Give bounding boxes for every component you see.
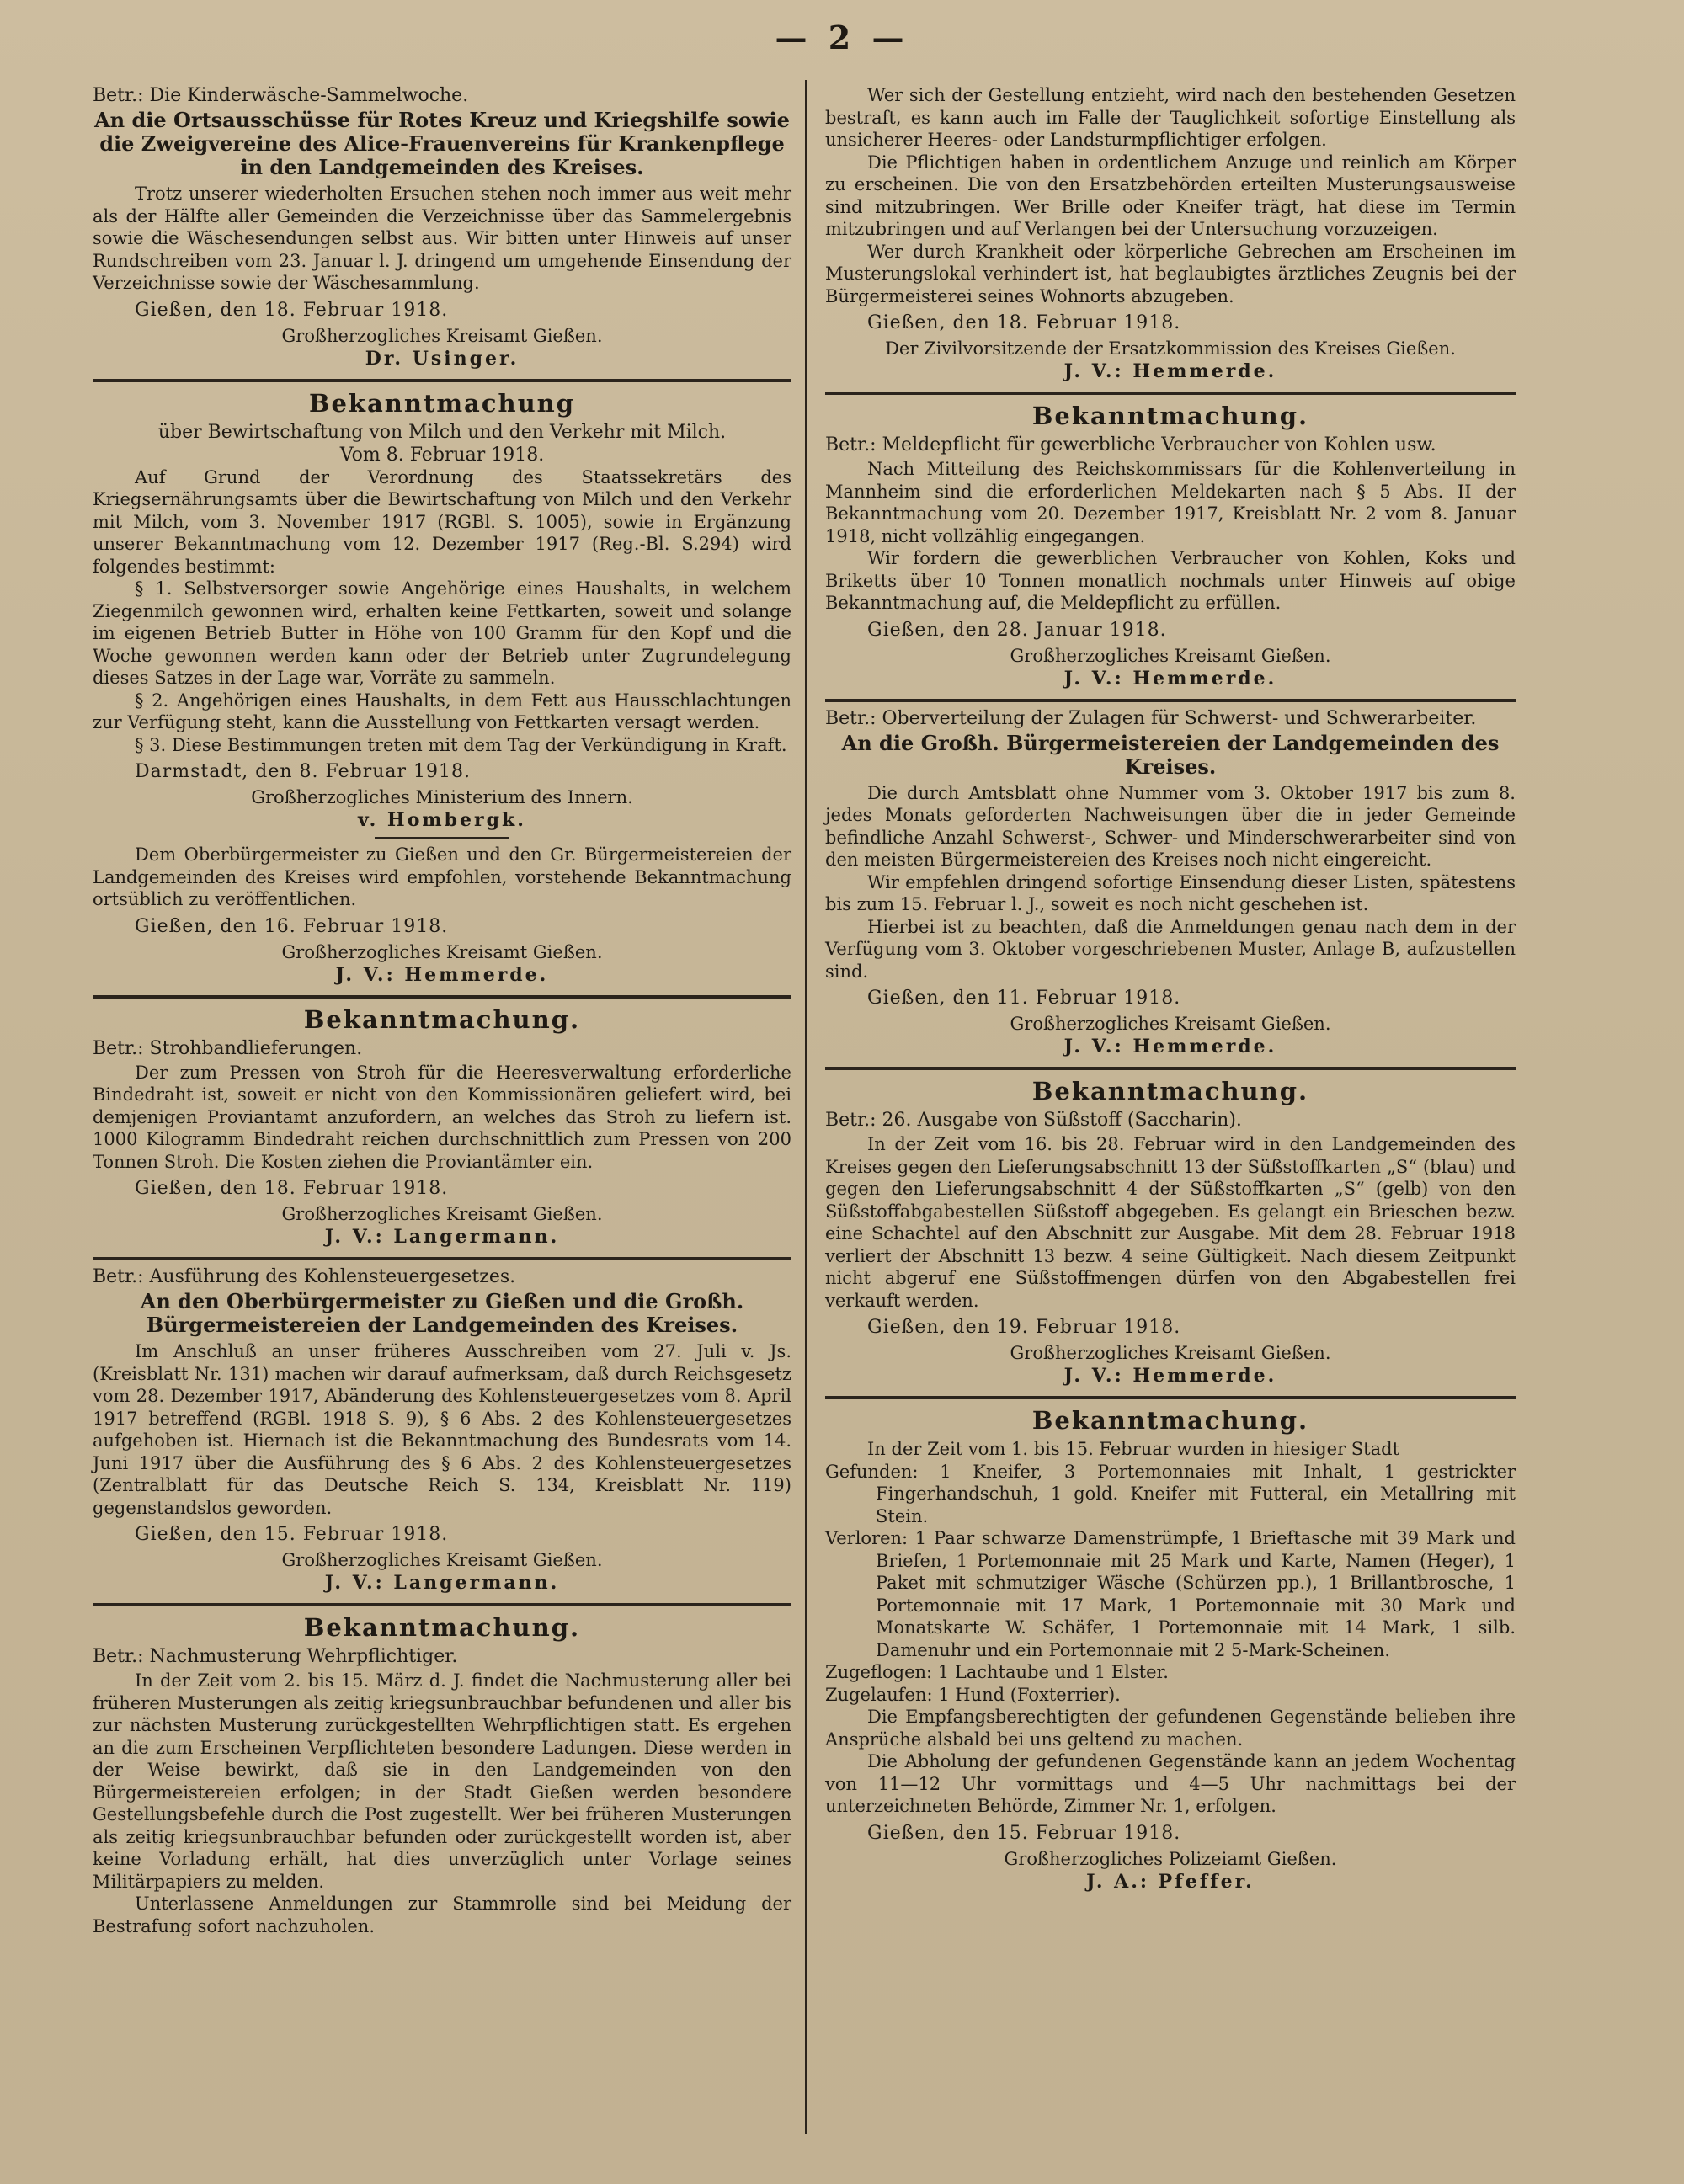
date-line: Gießen, den 19. Februar 1918. (867, 1317, 1181, 1338)
date-line: Gießen, den 16. Februar 1918. (135, 915, 449, 937)
date-line: Gießen, den 11. Februar 1918. (867, 988, 1181, 1009)
notice-suessstoff (825, 1067, 1516, 1388)
notice-nachmusterung (93, 1603, 791, 1937)
paragraph-3: Die Abholung der gefundenen Gegenstände kann an jedem Wochentag von 11—12 Uhr vormittags und 4—5 Uhr nachmittags bei der unterzeichneten Behörde, Zimmer Nr. 1, erfolgen. (825, 1751, 1516, 1816)
body-text: Die durch Amtsblatt ohne Nummer vom 3. Oktober 1917 bis zum 8. jedes Monats geforderten Nachweisungen über die in jeder Gemeinde befindliche Anzahl Schwerst-, Schwer- und Minderschwerarbeiter sind von den meisten Bürgermeistereien des Kreises noch nicht eingereicht. (825, 782, 1516, 870)
authority-line: Großherzogliches Ministerium des Innern. (251, 787, 633, 807)
address-line: An die Ortsausschüsse für Rotes Kreuz und Kriegshilfe sowie die Zweigvereine des Alice-Frauenvereins für Krankenpflege in den Landgemeinden des Kreises. (94, 108, 790, 179)
paragraph-2: Wir fordern die gewerblichen Verbraucher von Kohlen, Koks und Briketts über 10 Tonnen monatlich nochmals unter Hinweis auf obige Bekanntmachung auf, die Meldepflicht zu erfüllen. (825, 548, 1516, 613)
body-text: In der Zeit vom 1. bis 15. Februar wurden in hiesiger Stadt (867, 1439, 1400, 1459)
notice-heading: Bekanntmachung (308, 388, 576, 418)
body-text: Auf Grund der Verordnung des Staatssekretärs des Kriegsernährungsamts über die Bewirtschaftung von Milch und den Verkehr mit Milch, vom 3. November 1917 (RGBl. S. 1005), sowie in Ergänzung unserer Bekanntmachung vom 12. Dezember 1917 (Reg.-Bl. S.294) wird folgendes bestimmt: (93, 466, 791, 577)
paragraph-2: Die Pflichtigen haben in ordentlichem Anzuge und reinlich am Körper zu erscheinen. Die von den Ersatzbehörden erteilten Musterungsausweise sind mitzubringen. Wer Brille oder Kneifer trägt, hat diese im Termin mitzubringen und auf Verlangen bei der Untersuchung vorzuzeigen. (825, 152, 1516, 239)
found-items: Gefunden: 1 Kneifer, 3 Portemonnaies mit Inhalt, 1 gestrickter Fingerhandschuh, 1 gold. Kneifer mit Futteral, ein Metallring mit Stein. (825, 1461, 1516, 1526)
column-divider (805, 80, 807, 2134)
notice-heading: Bekanntmachung. (303, 1004, 581, 1034)
notice-meldepflicht-kohlen (825, 392, 1516, 690)
notice-schwerarbeiter-zulagen (825, 699, 1516, 1059)
notice-heading: Bekanntmachung. (1031, 402, 1309, 430)
body-text: Nach Mitteilung des Reichskommissars für die Kohlenverteilung in Mannheim sind die erforderlichen Meldekarten nach § 5 Abs. II der Bekanntmachung vom 20. Dezember 1917, Kreisblatt Nr. 2 vom 8. Januar 1918, nicht vollzählig eingegangen. (825, 459, 1516, 546)
notice-kinderwaesche (93, 84, 791, 370)
signature: v. Hombergk. (358, 809, 526, 831)
body-text: Im Anschluß an unser früheres Ausschreiben vom 27. Juli v. Js. (Kreisblatt Nr. 131) machen wir darauf aufmerksam, daß durch Reichsgesetz vom 28. Dezember 1917, Abänderung des Kohlensteuergesetzes vom 8. April 1917 betreffend (RGBl. 1918 S. 9), § 6 Abs. 2 des Kohlensteuergesetzes aufgehoben ist. Hiernach ist die Bekanntmachung des Bundesrats vom 14. Juni 1917 über die Ausführung des § 6 Abs. 2 des Kohlensteuergesetzes (Zentralblatt für das Deutsche Reich S. 134, Kreisblatt Nr. 119) gegenstandslos geworden. (93, 1341, 791, 1518)
authority-line: Großherzogliches Kreisamt Gießen. (281, 941, 603, 962)
paragraph-3: § 3. Diese Bestimmungen treten mit dem Tag der Verkündigung in Kraft. (135, 734, 787, 755)
signature: J. V.: Hemmerde. (1063, 1365, 1277, 1387)
signature: J. V.: Langermann. (324, 1226, 560, 1248)
subject-line: Betr.: Meldepflicht für gewerbliche Verbraucher von Kohlen usw. (825, 434, 1436, 455)
subject-line: Betr.: Nachmusterung Wehrpflichtiger. (93, 1646, 458, 1667)
subject-line: Betr.: Strohbandlieferungen. (93, 1037, 363, 1059)
date-line: Gießen, den 15. Februar 1918. (135, 1524, 449, 1545)
notice-subtitle-date: Vom 8. Februar 1918. (339, 444, 545, 466)
date-line: Gießen, den 18. Februar 1918. (135, 299, 449, 321)
subject-line: Betr.: 26. Ausgabe von Süßstoff (Saccharin). (825, 1110, 1242, 1131)
lost-items: Verloren: 1 Paar schwarze Damenstrümpfe, 1 Brieftasche mit 39 Mark und Briefen, 1 Portemonnaie mit 25 Mark und Karte, Namen (Heger), 1 Paket mit schmutziger Wäsche (Schürzen pp.), 1 Brillantbrosche, 1 Portemonnaie mit 17 Mark, 1 Portemonnaie mit 30 Mark und Monatskarte W. Schäfer, 1 Portemonnaie mit 14 Mark, 1 silb. Damenuhr und ein Portemonnaie mit 2 5-Mark-Scheinen. (825, 1528, 1516, 1660)
notice-subtitle: über Bewirtschaftung von Milch und den Verkehr mit Milch. (157, 421, 727, 443)
signature: Dr. Usinger. (365, 347, 520, 370)
signature: J. A.: Pfeffer. (1086, 1870, 1255, 1893)
notice-heading: Bekanntmachung. (303, 1613, 581, 1642)
paragraph-2: Wir empfehlen dringend sofortige Einsendung dieser Listen, spätestens bis zum 15. Februar l. J., soweit es noch nicht geschehen ist. (825, 871, 1516, 914)
signature: J. V.: Hemmerde. (1063, 667, 1277, 690)
paragraph-2: Die Empfangsberechtigten der gefundenen Gegenstände belieben ihre Ansprüche alsbald bei uns geltend zu machen. (825, 1707, 1516, 1750)
authority-line: Großherzogliches Kreisamt Gießen. (281, 1550, 603, 1570)
divider (375, 837, 509, 839)
signature: J. V.: Hemmerde. (1063, 1036, 1277, 1057)
notice-nachmusterung-continued (825, 84, 1516, 383)
left-column (93, 84, 791, 1946)
authority-line: Großherzogliches Polizeiamt Gießen. (1004, 1848, 1337, 1869)
notice-kohlensteuer (93, 1257, 791, 1595)
address-line: An den Oberbürgermeister zu Gießen und die Großh. Bürgermeistereien der Landgemeinden des Kreises. (140, 1289, 744, 1337)
date-line: Gießen, den 15. Februar 1918. (867, 1822, 1181, 1844)
subject-line: Betr.: Ausführung des Kohlensteuergesetzes. (93, 1266, 516, 1287)
date-line: Gießen, den 18. Februar 1918. (867, 312, 1181, 333)
signature: J. V.: Hemmerde. (1063, 360, 1277, 382)
body-text: Wer sich der Gestellung entzieht, wird nach den bestehenden Gesetzen bestraft, es kann auch im Falle der Tauglichkeit sofortige Einstellung als unsicherer Heeres- oder Landsturmpflichtiger erfolgen. (825, 85, 1516, 150)
signature: J. V.: Langermann. (324, 1572, 560, 1594)
signature: J. V.: Hemmerde. (335, 963, 549, 986)
notice-milch (93, 379, 791, 987)
body-text: Dem Oberbürgermeister zu Gießen und den Gr. Bürgermeistereien der Landgemeinden des Kreises wird empfohlen, vorstehende Bekanntmachung ortsüblich zu veröffentlichen. (93, 844, 791, 909)
paragraph-3: Wer durch Krankheit oder körperliche Gebrechen am Erscheinen im Musterungslokal verhindert ist, hat beglaubigtes ärztliches Zeugnis bei der Bürgermeisterei seines Wohnorts abzugeben. (825, 241, 1516, 306)
body-text: Trotz unserer wiederholten Ersuchen stehen noch immer aus weit mehr als der Hälfte aller Gemeinden die Verzeichnisse über das Sammelergebnis sowie die Wäschesendungen selbst aus. Wir bitten unter Hinweis auf unser Rundschreiben vom 23. Januar l. J. dringend um umgehende Einsendung der Verzeichnisse sowie der Wäschesammlung. (93, 184, 791, 293)
authority-line: Großherzogliches Kreisamt Gießen. (1010, 1343, 1331, 1363)
authority-line: Großherzogliches Kreisamt Gießen. (281, 1204, 603, 1224)
paragraph-2: Unterlassene Anmeldungen zur Stammrolle sind bei Meidung der Bestrafung sofort nachzuholen. (93, 1894, 791, 1936)
body-text: In der Zeit vom 16. bis 28. Februar wird in den Landgemeinden des Kreises gegen den Lieferungsabschnitt 13 der Süßstoffkarten „S“ (blau) und gegen den Lieferungsabschnitt 4 der Süßstoffkarten „S“ (gelb) von den Süßstoffabgabestellen Süßstoff abgegeben. Es gelangt ein Brieschen bezw. eine Schachtel auf den Abschnitt zur Ausgabe. Mit dem 28. Februar 1918 verliert der Abschnitt 13 bezw. 4 seine Gültigkeit. Nach diesem Zeitpunkt nicht abgeruf ene Süßstoffmengen dürfen von den Abgabestellen frei verkauft werden. (825, 1134, 1516, 1311)
paragraph-1: § 1. Selbstversorger sowie Angehörige eines Haushalts, in welchem Ziegenmilch gewonnen wird, erhalten keine Fettkarten, soweit und solange im eigenen Betrieb Butter in Höhe von 100 Gramm für den Kopf und die Woche gewonnen werden kann oder der Betrieb unter Zugrundelegung dieses Satzes in der Lage war, Vorräte zu sammeln. (93, 578, 791, 688)
date-line: Gießen, den 18. Februar 1918. (135, 1178, 449, 1199)
right-column (825, 84, 1516, 1902)
page-number: — 2 — (775, 19, 909, 56)
authority-line: Großherzogliches Kreisamt Gießen. (1010, 1014, 1331, 1034)
paragraph-3: Hierbei ist zu beachten, daß die Anmeldungen genau nach dem in der Verfügung vom 3. Oktober vorgeschriebenen Muster, Anlage B, aufzustellen sind. (825, 916, 1516, 982)
subject-line: Betr.: Die Kinderwäsche-Sammelwoche. (93, 85, 469, 106)
body-text: In der Zeit vom 2. bis 15. März d. J. findet die Nachmusterung aller bei früheren Musterungen als zeitig kriegsunbrauchbar befundenen und aller bis zur nächsten Musterung zurückgestellten Wehrpflichtigen statt. Es ergehen an die zum Erscheinen Verpflichteten besondere Ladungen. Diese werden in der Weise bewirkt, daß sie in den Landgemeinden von den Bürgermeistereien erfolgen; in der Stadt Gießen werden besondere Gestellungsbefehle durch die Post zugestellt. Wer bei früheren Musterungen als zeitig kriegsunbrauchbar befunden oder zurückgestellt worden ist, aber keine Vorladung erhält, hat dies unverzüglich unter Vorlage seines Militärpapiers zu melden. (93, 1670, 791, 1892)
date-line: Gießen, den 28. Januar 1918. (867, 619, 1167, 641)
stray-animals: Zugelaufen: 1 Hund (Foxterrier). (825, 1684, 1121, 1705)
notice-heading: Bekanntmachung. (1031, 1077, 1309, 1105)
subject-line: Betr.: Oberverteilung der Zulagen für Schwerst- und Schwerarbeiter. (825, 707, 1477, 729)
address-line: An die Großh. Bürgermeistereien der Landgemeinden des Kreises. (841, 730, 1500, 779)
paragraph-2: § 2. Angehörigen eines Haushalts, in dem Fett aus Hausschlachtungen zur Verfügung steht, kann die Ausstellung von Fettkarten versagt werden. (93, 690, 791, 732)
notice-heading: Bekanntmachung. (1031, 1406, 1309, 1435)
date-line: Darmstadt, den 8. Februar 1918. (135, 761, 471, 782)
authority-line: Großherzogliches Kreisamt Gießen. (1010, 645, 1331, 666)
authority-line: Der Zivilvorsitzende der Ersatzkommission des Kreises Gießen. (885, 338, 1456, 359)
body-text: Der zum Pressen von Stroh für die Heeresverwaltung erforderliche Bindedraht ist, soweit er nicht von den Kommissionären geliefert wird, bei demjenigen Proviantamt anzufordern, an welches das Stroh zu liefern ist. 1000 Kilogramm Bindedraht reichen durchschnittlich zum Pressen von 200 Tonnen Stroh. Die Kosten ziehen die Proviantämter ein. (93, 1062, 791, 1172)
authority-line: Großherzogliches Kreisamt Gießen. (281, 325, 603, 346)
notice-strohband (93, 995, 791, 1249)
flown-in-animals: Zugeflogen: 1 Lachtaube und 1 Elster. (825, 1662, 1169, 1682)
notice-fundsachen (825, 1396, 1516, 1894)
